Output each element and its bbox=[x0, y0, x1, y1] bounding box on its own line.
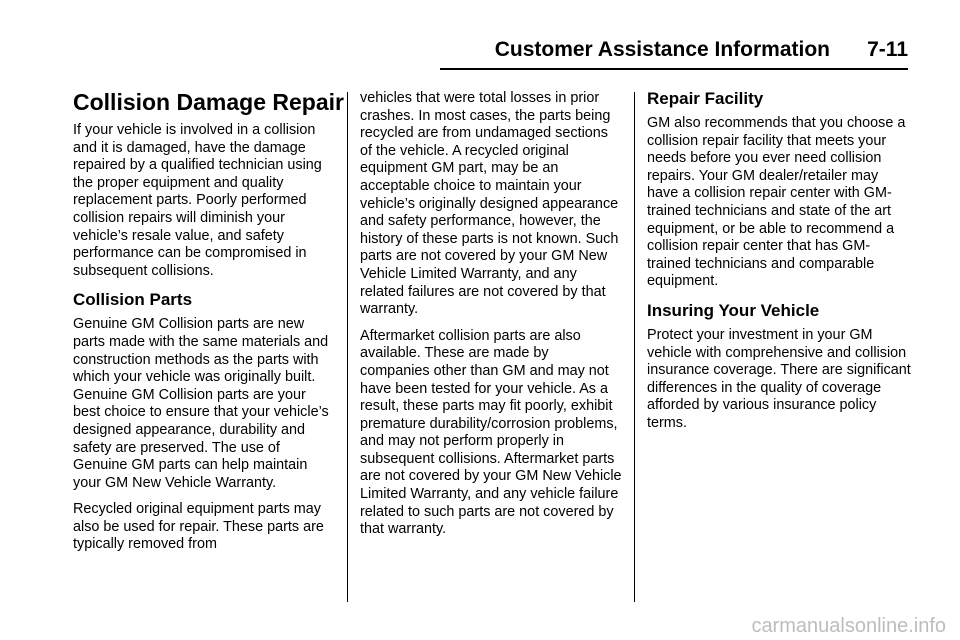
page-number: 7-11 bbox=[867, 38, 908, 61]
heading-repair-facility: Repair Facility bbox=[647, 89, 764, 108]
watermark-text: carmanualsonline.info bbox=[751, 615, 946, 637]
page-header bbox=[440, 38, 908, 70]
paragraph-recycled-parts: Recycled original equipment parts may also be used for repair. These parts are typically removed from bbox=[73, 501, 324, 553]
paragraph-collision-intro: If your vehicle is involved in a collision and it is damaged, have the damage repaired by a qualified technician using the proper equipment and quality replacement parts. Poorly performed collision repairs will diminish your vehicle’s resale value, and safety performance can be compromised in subsequent collisions. bbox=[73, 122, 322, 279]
paragraph-genuine-parts: Genuine GM Collision parts are new parts made with the same materials and construction methods as the parts with which your vehicle was originally built. Genuine GM Collision parts are your best choice to ensure that your vehicle’s designed appearance, durability and safety are preserved. The use of Genuine GM parts can help maintain your GM New Vehicle Warranty. bbox=[73, 316, 329, 491]
heading-insuring-your-vehicle: Insuring Your Vehicle bbox=[647, 300, 820, 320]
heading-collision-parts: Collision Parts bbox=[73, 290, 193, 310]
column-middle bbox=[360, 90, 622, 548]
column-right bbox=[647, 88, 912, 442]
column-divider-left bbox=[347, 92, 348, 602]
paragraph-aftermarket-parts: Aftermarket collision parts are also available. These are made by companies other than GM and may not have been tested for your vehicle. As a result, these parts may fit poorly, exhibit premature durability/corrosion problems, and may not perform properly in subsequent collisions. Aftermarket parts are not covered by your GM New Vehicle Limited Warranty, and any vehicle failure related to such parts are not covered by that warranty. bbox=[360, 327, 622, 538]
paragraph-repair-facility: GM also recommends that you choose a collision repair facility that meets your needs before you ever need collision repairs. Your GM dealer/retailer may have a collision repair center with GM-trained technicians and state of the art equipment, or be able to recommend a collision repair center that has GM-trained technicians and comparable equipment. bbox=[647, 115, 906, 290]
section-title: Customer Assistance Information bbox=[494, 38, 830, 61]
column-divider-right bbox=[634, 92, 635, 602]
column-left bbox=[73, 88, 344, 563]
heading-collision-damage-repair: Collision Damage Repair bbox=[73, 89, 344, 115]
paragraph-insurance: Protect your investment in your GM vehicle with comprehensive and collision insurance coverage. There are significant differences in the quality of coverage afforded by various insurance policy terms. bbox=[647, 326, 911, 431]
paragraph-recycled-parts-continued: vehicles that were total losses in prior crashes. In most cases, the parts being recycled are from undamaged sections of the vehicle. A recycled original equipment GM part, may be an acceptable choice to maintain your vehicle’s originally designed appearance and safety performance, however, the history of these parts is not known. Such parts are not covered by your GM New Vehicle Limited Warranty, and any related failures are not covered by that warranty. bbox=[360, 90, 619, 318]
